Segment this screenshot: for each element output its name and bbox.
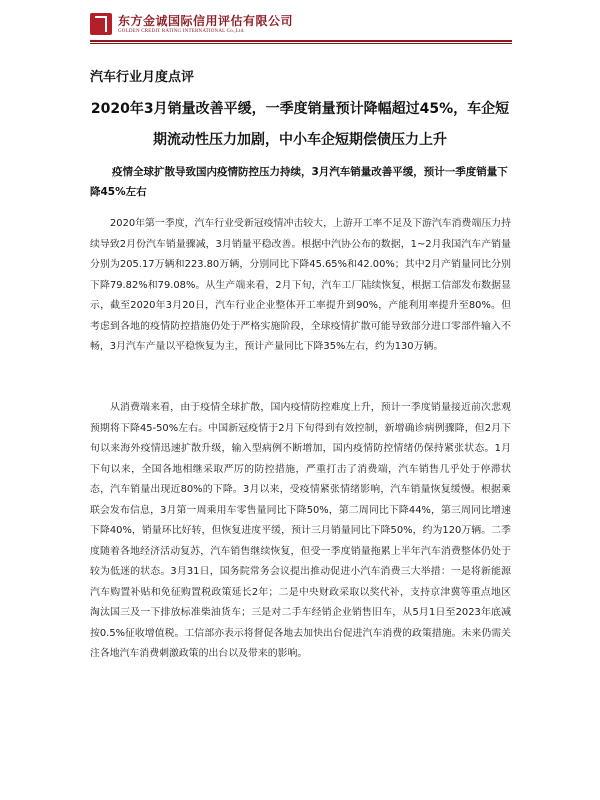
company-name-block <box>118 15 293 34</box>
report-title: 2020年3月销量改善平缓，一季度销量预计降幅超过45%，车企短期流动性压力加剧，中小车企短期偿债压力上升 <box>90 101 510 148</box>
subheading: 疫情全球扩散导致国内疫情防控压力持续，3月汽车销量改善平缓，预计一季度销量下降45%左右 <box>90 166 508 198</box>
company-logo-icon <box>90 13 112 35</box>
header-rule-thick <box>90 40 512 42</box>
header-rule-thin <box>90 43 512 44</box>
company-name-en: GOLDEN CREDIT RATING INTERNATIONAL Co.,Ltd. <box>118 28 245 34</box>
paragraph-2: 从消费端来看，由于疫情全球扩散，国内疫情防控难度上升，预计一季度销量接近前次悲观预期将下降45-50%左右。中国新冠疫情于2月下旬得到有效控制，新增确诊病例骤降，但2月下旬以来海外疫情迅速扩散升级，输入型病例不断增加，国内疫情防控情绪仍保持紧张状态。1月下旬以来，全国各地相继采取严厉的防控措施，严重打击了消费端，汽车销售几乎处于停滞状态，汽车销量出现近80%的下降。3月以来，受疫情紧张情绪影响，汽车销量恢复缓慢。根据乘联会发布信息，3月第一周乘用车零售量同比下降50%，第二周同比下降44%，第三周同比增速下降40%，销量环比好转，但恢复进度平缓，预计三月销量同比下降50%，约为120万辆。二季度随着各地经济活动复苏，汽车销售继续恢复，但受一季度销量拖累上半年汽车消费整体仍处于较为低迷的状态。3月31日，国务院常务会议提出推动促进小汽车消费三大举措：一是将新能源汽车购置补贴和免征购置税政策延长2年；二是中央财政采取以奖代补，支持京津冀等重点地区淘汰国三及一下排放标准柴油货车；三是对二手车经销企业销售旧车，从5月1日至2023年底减按0.5%征收增值税。工信部亦表示将督促各地去加快出台促进汽车消费的政策措施。未来仍需关注各地汽车消费刺激政策的出台以及带来的影响。 <box>90 402 511 659</box>
section-title: 汽车行业月度点评 <box>90 70 195 85</box>
company-name-cn: 东方金诚国际信用评估有限公司 <box>118 13 294 28</box>
paragraph-1: 2020年第一季度，汽车行业受新冠疫情冲击较大，上游开工率不足及下游汽车消费端压力持续导致2月份汽车销量骤减，3月销量平稳改善。根据中汽协公布的数据，1~2月我国汽车产销量分别为205.17万辆和223.80万辆，分别同比下降45.65%和42.00%；其中2月产销量同比分别下降79.82%和79.08%。从生产端来看，2月下旬，汽车工厂陆续恢复，根据工信部发布数据显示，截至2020年3月20日，汽车行业企业整体开工率提升到90%，产能利用率提升至80%。但考虑到各地的疫情防控措施仍处于严格实施阶段，全球疫情扩散可能导致部分进口零部件输入不畅，3月汽车产量以平稳恢复为主，预计产量同比下降35%左右，约为130万辆。 <box>90 218 511 352</box>
company-header <box>90 10 293 38</box>
